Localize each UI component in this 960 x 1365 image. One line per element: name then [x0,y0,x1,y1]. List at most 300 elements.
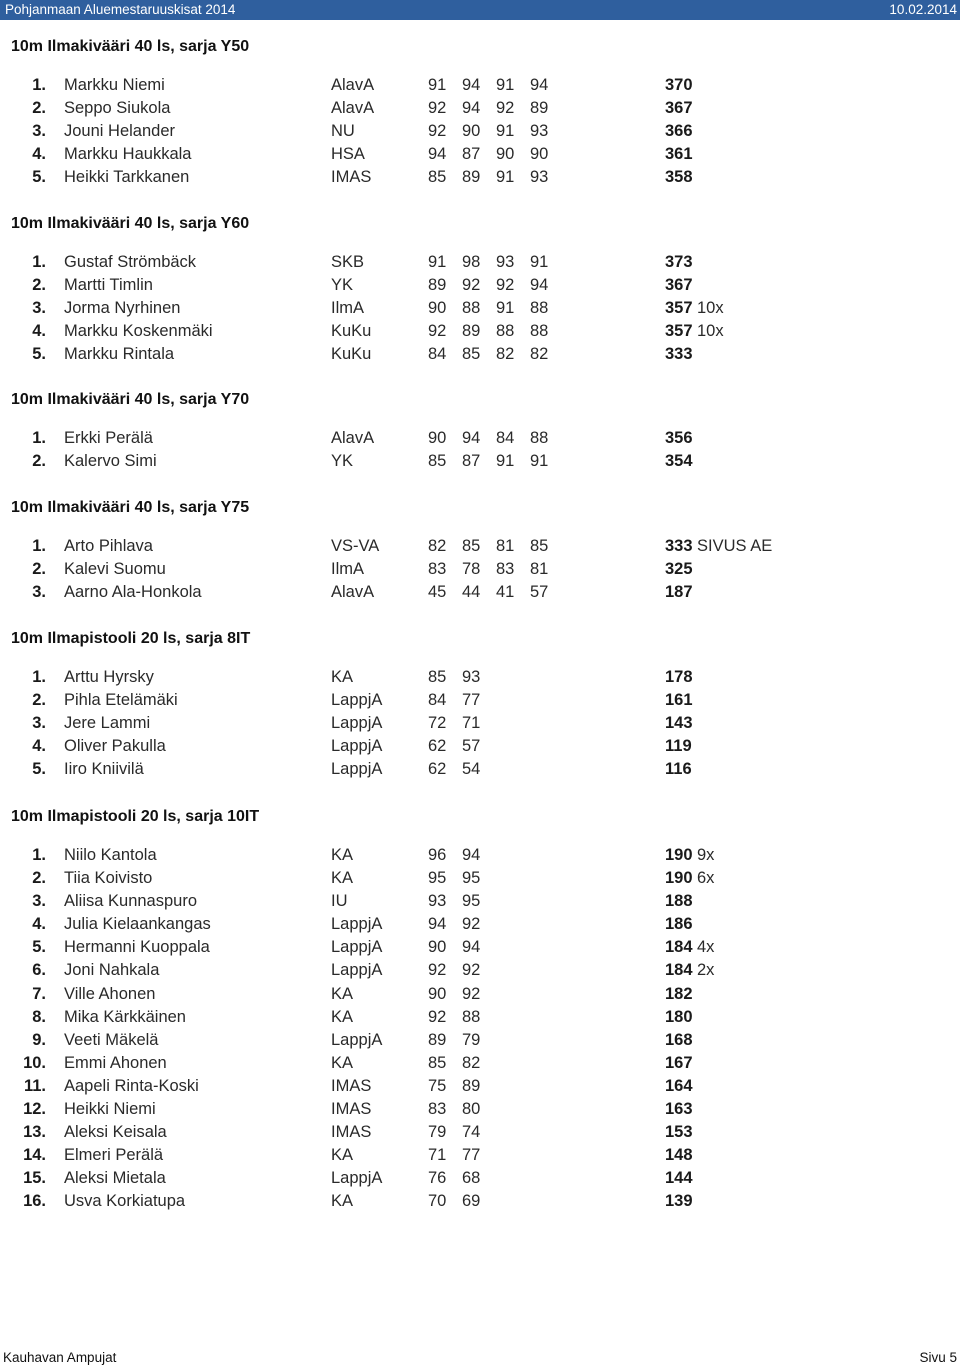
series-score: 92 [428,961,447,980]
series-score: 94 [428,145,447,164]
total-score: 356 [665,429,693,447]
result-row [0,985,960,1008]
rank: 5. [32,938,46,957]
shooter-name: Joni Nahkala [64,961,160,980]
series-score: 41 [496,583,515,602]
document-header [0,0,960,20]
series-score: 89 [428,1030,447,1049]
series-score: 83 [496,560,515,579]
series-score: 96 [428,846,447,864]
total-score: 370 [665,76,693,94]
club: YK [331,452,354,471]
club: LappjA [331,1030,383,1049]
results-table [0,537,960,606]
rank: 10. [23,1053,46,1072]
shooter-name: Hermanni Kuoppala [64,938,210,957]
series-score: 88 [530,429,549,447]
total-score: 367 [665,99,693,118]
shooter-name: Jere Lammi [64,714,151,733]
total-score: 161 [665,691,693,710]
result-row [0,846,960,869]
series-score: 90 [428,299,447,318]
total-score: 168 [665,1030,693,1049]
shooter-name: Aleksi Mietala [64,1169,166,1188]
tiebreak-note: SIVUS AE [697,537,773,555]
club: LappjA [331,938,383,957]
rank: 1. [32,668,46,686]
result-row [0,253,960,276]
series-score: 75 [428,1076,447,1095]
result-row [0,1123,960,1146]
result-row [0,560,960,583]
section-title: 10m Ilmakivääri 40 ls, sarja Y60 [11,215,250,232]
series-score: 85 [530,537,549,555]
shooter-name: Usva Korkiatupa [64,1192,186,1211]
rank: 4. [32,145,46,164]
result-row [0,869,960,892]
series-score: 90 [462,122,481,141]
series-score: 69 [462,1192,481,1211]
shooter-name: Ville Ahonen [64,984,156,1003]
club: AlavA [331,429,375,447]
series-score: 89 [462,1076,481,1095]
competition-title: Pohjanmaan Aluemestaruuskisat 2014 [5,2,236,17]
series-score: 94 [530,76,549,94]
series-score: 74 [462,1123,481,1142]
rank: 3. [32,583,46,602]
result-row [0,938,960,961]
club: IMAS [331,1100,372,1119]
total-score: 148 [665,1146,693,1165]
rank: 16. [23,1192,46,1211]
total-score: 167 [665,1053,693,1072]
rank: 5. [32,345,46,364]
series-score: 83 [428,560,447,579]
series-score: 88 [462,1007,481,1026]
series-score: 91 [428,253,447,271]
series-score: 94 [462,938,481,957]
section-title: 10m Ilmakivääri 40 ls, sarja Y50 [11,38,250,55]
total-score: 354 [665,452,693,471]
result-row [0,1100,960,1123]
club: LappjA [331,915,383,934]
total-score: 180 [665,1007,693,1026]
rank: 2. [32,276,46,295]
series-score: 91 [496,168,515,187]
series-score: 54 [462,760,481,779]
result-row [0,1008,960,1031]
total-score: 119 [665,737,692,756]
total-score: 144 [665,1169,693,1188]
rank: 8. [32,1007,46,1026]
series-score: 98 [462,253,481,271]
club: NU [331,122,355,141]
club: LappjA [331,1169,383,1188]
series-score: 70 [428,1192,447,1211]
total-score: 164 [665,1076,693,1095]
series-score: 84 [428,691,447,710]
series-score: 93 [530,168,549,187]
club: KA [331,1053,354,1072]
series-score: 91 [530,253,549,271]
shooter-name: Heikki Niemi [64,1100,156,1119]
series-score: 93 [496,253,515,271]
series-score: 62 [428,737,447,756]
series-score: 92 [496,276,515,295]
total-score: 358 [665,168,693,187]
total-score: 184 [665,961,693,980]
series-score: 92 [462,276,481,295]
shooter-name: Arto Pihlava [64,537,153,555]
rank: 2. [32,869,46,888]
total-score: 333 [665,345,693,364]
club: LappjA [331,714,383,733]
result-row [0,1031,960,1054]
club: IMAS [331,168,372,187]
total-score: 188 [665,892,693,911]
shooter-name: Veeti Mäkelä [64,1030,159,1049]
rank: 13. [23,1123,46,1142]
result-row [0,452,960,475]
club: AlavA [331,583,375,602]
rank: 1. [32,537,46,555]
series-score: 71 [428,1146,447,1165]
series-score: 92 [462,961,481,980]
header-date: 10.02.2014 [889,2,957,17]
club: KA [331,869,354,888]
section-title: 10m Ilmapistooli 20 ls, sarja 8IT [11,630,251,647]
club: YK [331,276,354,295]
rank: 3. [32,892,46,911]
series-score: 62 [428,760,447,779]
total-score: 153 [665,1123,693,1142]
section-title: 10m Ilmakivääri 40 ls, sarja Y75 [11,499,250,516]
series-score: 79 [428,1123,447,1142]
series-score: 87 [462,145,481,164]
shooter-name: Elmeri Perälä [64,1146,164,1165]
rank: 3. [32,299,46,318]
series-score: 92 [496,99,515,118]
result-row [0,760,960,783]
series-score: 77 [462,691,481,710]
rank: 1. [32,76,46,94]
total-score: 143 [665,714,693,733]
shooter-name: Erkki Perälä [64,429,153,447]
shooter-name: Kalevi Suomu [64,560,166,579]
total-score: 163 [665,1100,693,1119]
shooter-name: Aapeli Rinta-Koski [64,1076,199,1095]
series-score: 92 [428,1007,447,1026]
document-footer [0,1347,960,1365]
rank: 11. [23,1076,46,1095]
club: KuKu [331,345,372,364]
shooter-name: Jouni Helander [64,122,175,141]
rank: 9. [32,1030,46,1049]
series-score: 82 [462,1053,481,1072]
series-score: 92 [428,322,447,341]
series-score: 91 [428,76,447,94]
series-score: 57 [462,737,481,756]
club: IMAS [331,1076,372,1095]
series-score: 88 [496,322,515,341]
club: KA [331,1192,354,1211]
rank: 1. [32,429,46,447]
series-score: 95 [462,892,481,911]
result-row [0,322,960,345]
series-score: 91 [496,452,515,471]
series-score: 92 [428,122,447,141]
total-score: 187 [665,583,693,602]
rank: 2. [32,99,46,118]
results-table [0,668,960,783]
shooter-name: Aliisa Kunnaspuro [64,892,197,911]
series-score: 90 [530,145,549,164]
series-score: 82 [428,537,447,555]
series-score: 85 [428,168,447,187]
club: AlavA [331,99,375,118]
total-score: 184 [665,938,693,957]
shooter-name: Markku Koskenmäki [64,322,213,341]
total-score: 373 [665,253,693,271]
shooter-name: Martti Timlin [64,276,153,295]
tiebreak-note: 2x [697,961,715,980]
shooter-name: Aleksi Keisala [64,1123,167,1142]
series-score: 89 [462,322,481,341]
shooter-name: Kalervo Simi [64,452,157,471]
rank: 2. [32,560,46,579]
result-row [0,429,960,452]
series-score: 95 [462,869,481,888]
series-score: 91 [496,76,515,94]
series-score: 81 [530,560,549,579]
series-score: 85 [428,452,447,471]
rank: 12. [23,1100,46,1119]
total-score: 116 [665,760,692,779]
series-score: 89 [462,168,481,187]
series-score: 85 [462,345,481,364]
series-score: 90 [428,429,447,447]
shooter-name: Mika Kärkkäinen [64,1007,186,1026]
result-row [0,668,960,691]
series-score: 92 [462,984,481,1003]
series-score: 78 [462,560,481,579]
club: VS-VA [331,537,380,555]
shooter-name: Jorma Nyrhinen [64,299,181,318]
series-score: 94 [462,76,481,94]
series-score: 77 [462,1146,481,1165]
shooter-name: Niilo Kantola [64,846,157,864]
series-score: 92 [462,915,481,934]
club: LappjA [331,760,383,779]
result-row [0,915,960,938]
results-table [0,429,960,475]
series-score: 91 [496,122,515,141]
series-score: 57 [530,583,549,602]
club: IMAS [331,1123,372,1142]
total-score: 357 [665,322,693,341]
result-row [0,276,960,299]
results-table [0,846,960,1216]
result-row [0,145,960,168]
tiebreak-note: 4x [697,938,715,957]
result-row [0,1077,960,1100]
rank: 15. [23,1169,46,1188]
total-score: 361 [665,145,693,164]
section-title: 10m Ilmapistooli 20 ls, sarja 10IT [11,808,260,825]
total-score: 186 [665,915,693,934]
result-row [0,345,960,368]
series-score: 90 [428,938,447,957]
club: KA [331,1007,354,1026]
rank: 7. [32,984,46,1003]
series-score: 88 [462,299,481,318]
series-score: 88 [530,299,549,318]
series-score: 91 [530,452,549,471]
club: AlavA [331,76,375,94]
series-score: 79 [462,1030,481,1049]
result-row [0,714,960,737]
series-score: 92 [428,99,447,118]
result-row [0,691,960,714]
result-row [0,1054,960,1077]
shooter-name: Oliver Pakulla [64,737,166,756]
club: HSA [331,145,365,164]
series-score: 76 [428,1169,447,1188]
result-row [0,961,960,984]
series-score: 81 [496,537,515,555]
club: KA [331,846,354,864]
shooter-name: Iiro Kniivilä [64,760,144,779]
result-row [0,537,960,560]
tiebreak-note: 6x [697,869,715,888]
results-table [0,76,960,191]
total-score: 333 [665,537,693,555]
club: LappjA [331,737,383,756]
shooter-name: Emmi Ahonen [64,1053,167,1072]
shooter-name: Arttu Hyrsky [64,668,154,686]
club: KA [331,984,354,1003]
series-score: 93 [530,122,549,141]
rank: 6. [32,961,46,980]
rank: 2. [32,691,46,710]
series-score: 68 [462,1169,481,1188]
shooter-name: Markku Haukkala [64,145,192,164]
shooter-name: Aarno Ala-Honkola [64,583,202,602]
result-row [0,99,960,122]
club: SKB [331,253,365,271]
result-row [0,168,960,191]
rank: 1. [32,253,46,271]
result-row [0,1169,960,1192]
page-number: Sivu 5 [919,1350,957,1365]
shooter-name: Markku Rintala [64,345,175,364]
series-score: 72 [428,714,447,733]
result-row [0,1192,960,1215]
series-score: 88 [530,322,549,341]
series-score: 89 [530,99,549,118]
total-score: 325 [665,560,693,579]
rank: 3. [32,714,46,733]
shooter-name: Tiia Koivisto [64,869,153,888]
series-score: 90 [428,984,447,1003]
tiebreak-note: 10x [697,322,724,341]
total-score: 366 [665,122,693,141]
shooter-name: Gustaf Strömbäck [64,253,197,271]
rank: 3. [32,122,46,141]
club: IU [331,892,348,911]
series-score: 44 [462,583,481,602]
series-score: 90 [496,145,515,164]
section-title: 10m Ilmakivääri 40 ls, sarja Y70 [11,391,250,408]
rank: 4. [32,737,46,756]
total-score: 367 [665,276,693,295]
rank: 2. [32,452,46,471]
club: IlmA [331,560,364,579]
rank: 14. [23,1146,46,1165]
result-row [0,122,960,145]
series-score: 89 [428,276,447,295]
series-score: 94 [530,276,549,295]
result-row [0,76,960,99]
shooter-name: Heikki Tarkkanen [64,168,190,187]
series-score: 94 [462,429,481,447]
result-row [0,583,960,606]
total-score: 139 [665,1192,693,1211]
series-score: 91 [496,299,515,318]
series-score: 95 [428,869,447,888]
series-score: 93 [462,668,481,686]
series-score: 87 [462,452,481,471]
club: KuKu [331,322,372,341]
series-score: 82 [530,345,549,364]
rank: 1. [32,846,46,864]
series-score: 94 [428,915,447,934]
tiebreak-note: 10x [697,299,724,318]
series-score: 85 [428,1053,447,1072]
club: LappjA [331,691,383,710]
shooter-name: Pihla Etelämäki [64,691,178,710]
series-score: 80 [462,1100,481,1119]
result-row [0,737,960,760]
result-row [0,299,960,322]
club: KA [331,668,354,686]
shooter-name: Seppo Siukola [64,99,171,118]
series-score: 71 [462,714,481,733]
total-score: 182 [665,984,693,1003]
series-score: 82 [496,345,515,364]
tiebreak-note: 9x [697,846,715,864]
footer-organizer: Kauhavan Ampujat [3,1350,117,1365]
series-score: 84 [428,345,447,364]
result-row [0,1146,960,1169]
results-table [0,253,960,368]
club: LappjA [331,961,383,980]
shooter-name: Julia Kielaankangas [64,915,211,934]
shooter-name: Markku Niemi [64,76,165,94]
total-score: 178 [665,668,693,686]
result-row [0,892,960,915]
total-score: 190 [665,869,693,888]
total-score: 357 [665,299,693,318]
series-score: 84 [496,429,515,447]
series-score: 83 [428,1100,447,1119]
series-score: 45 [428,583,447,602]
series-score: 94 [462,99,481,118]
series-score: 94 [462,846,481,864]
club: IlmA [331,299,364,318]
rank: 5. [32,760,46,779]
rank: 4. [32,322,46,341]
